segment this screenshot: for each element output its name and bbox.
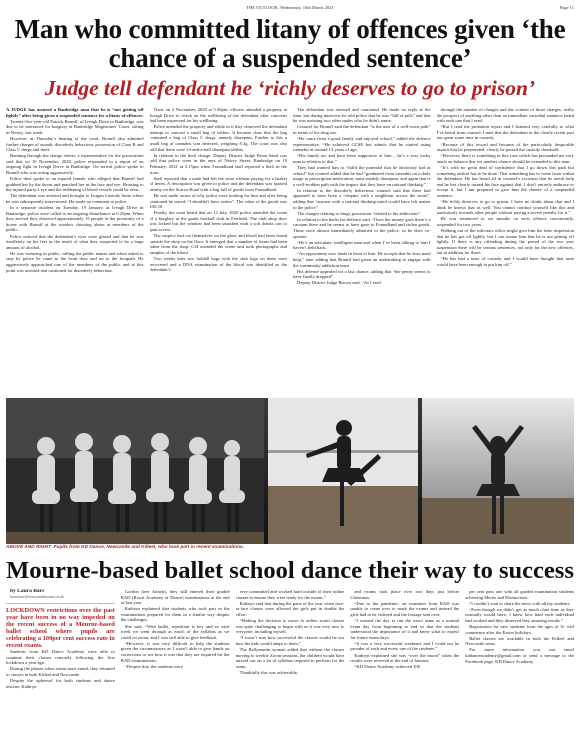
article-paragraph: In a separate incident on Tuesday, 19 January, at Iveagh Drive in Banbridge, police were called to an ongoing disturbance at 6.25pm. When they arrived they observed approximately 15 people in the proximity of a house with Bramff at the window shouting abuse at members of the public. [6, 205, 144, 233]
article-paragraph: “KD Dance Academy achieved 100 [354, 664, 420, 670]
byline: by Laura Barr [10, 589, 45, 594]
article-paragraph: Kathryn said that during the parts of the year when face-to-face classes were allowed the girls put in double the effort. [235, 600, 345, 617]
article-paragraph: Police attended the property and while in it they observed the defendant attempt to conceal a small bag of tablets. It became clear that the bag contained a bag of Class C drugs, namely diazepam. Further to this a small bag of cannabis was detected, weighing 8.3g. The court was also told that there were 14-and-a-half diazepam tablets. [149, 124, 287, 152]
article-paragraph: per cent pass rate with all graded examination students achieving Merits and Distinctions. [465, 589, 574, 600]
ballet-article-column [465, 589, 574, 729]
ballet-article-column [121, 589, 230, 729]
article-paragraph: Staff reported that a male had left the store without paying for a basket of items. A description was given to police and the defendant was spotted nearby on the Scarva Road with a bag full of goods from Fraundland. [149, 175, 287, 192]
article-paragraph: “An opportunity now lands in front of him. He accepts that he does need help,” later adding that Bramff had given an undertaking to engage with the community addiction team. [293, 251, 431, 268]
article-paragraph: “Despite this, the students were [124, 663, 183, 669]
article-paragraph: “He’s an articulate, intelligent man and when I’ve been talking to him I haven’t held back. [293, 239, 431, 251]
article-paragraph: She said, “With ballet, repetition is key and so each week we went through as much of the syllabus as we could on zoom, and I was still able to give feedback. [120, 623, 230, 640]
article-paragraph: In relation to the disorderly behaviour, counsel said that there had appeared to have been a “dispute with a neighbour across the street”, adding that “anyone with a rational thinking mind would have left matter to the police”. [293, 187, 431, 210]
article-paragraph: “I wasn’t sure how successful the classes would be nor how the kids would adapt to them.” [235, 635, 345, 646]
article-paragraph: A JUDGE has assured a Banbridge man that he is “not getting off lightly” after being given a suspended sentence for a litany of offences. [6, 107, 144, 118]
article-paragraph: “Even though we didn’t get as much class time as they normally would have, I knew how hard each individual had worked and they deserved they amazing results.” [465, 606, 574, 623]
ballet-article-column [350, 589, 459, 729]
article-paragraph: For more information you can email kddanceacademy@gmail.com or send a message to the Facebook page, KD Dance Academy. [465, 647, 574, 664]
article-paragraph: He was swearing in public, calling the public names and when asked to stop by police he came to the front door and on to the footpath. He aggressively approached one of the members of the public and at this point was arrested and cautioned for disorderly behaviour. [6, 250, 144, 273]
article-paragraph: Two weeks later two holdall bags with the club logo on them were recovered and a DNA examination of the blood was identified as the defendant’s. [149, 255, 287, 273]
article-paragraph: Police then spoke to an injured female who alleged that Bramff had grabbed her by the throat and punched her in the face and eye. Bruising to the injured party’s eye and the reddening of blood vessels could be seen. [6, 176, 144, 193]
article-paragraph: The charges relating to drugs possession “related to his addictions”. [297, 210, 422, 216]
article-paragraph: “He richly deserves to go to prison. I have no doubt about that and I think he knows that as well. You cannot conduct yourself like this and particularly towards other people without paying a severe penalty for it.” [436, 199, 574, 216]
article-column [437, 107, 575, 397]
article-paragraph: He was sentenced to six months on each offence concurrently, suspended for two years. [436, 216, 574, 227]
article-paragraph: Ballet classes are available in both the Killeel and Newcastle areas. [465, 635, 574, 647]
article-paragraph: “However, there is something in this case which has persuaded me very much on balance that yet another chance should be extended to this man. [436, 153, 574, 164]
article-paragraph: The Ballymartin woman added that without the classes moving to weekly Zoom sessions, the children would have missed out on a lot of syllabus required to perform for the exam. [235, 646, 345, 669]
article-paragraph: Kathryn explained that students who took part in the examinations prepared for them in a similar way despite the challenges. [120, 606, 230, 623]
article-paragraph: Registration for new students from the ages of 3+ will commence after the Easter holidays. [465, 624, 574, 635]
article-body [6, 107, 574, 397]
article-paragraph: During the phases when restrictions eased, they returned to classes in both Killeel and Newcastle. [6, 666, 115, 678]
article-paragraph: Thankfully this was achievable, [239, 669, 299, 675]
ballet-article-headline: Mourne-based ballet school dance their way to success [6, 557, 574, 584]
article-paragraph: Police noticed that the defendant’s eyes were glazed and that he was tiredlessly on his feet as the result of what they suspected to be a large amount of alcohol. [6, 233, 144, 250]
article-paragraph: LOCKDOWN restrictions over the past year have been in no way impeded on the recent success of a Mourne-based ballet school where pupils are celebrating a 100per cent success rate in recent exams. [6, 606, 115, 649]
ballet-article-body [6, 589, 574, 729]
dance-pupils-photo [6, 398, 574, 544]
article-paragraph: Kathryn explained she was “over the moon” when the results were received at the end of January. [350, 652, 460, 664]
article-paragraph: “I wanted the day to run the exact same as a normal exam day from beginning to end so that the students understood the importance of it and knew what to expect for future exam days. [350, 617, 460, 640]
article-paragraph: Walking out of the solicitors office might give him the false impression that he has got off lightly, but I can assure him that he is not getting off lightly. If there is any offending during the period of the two year suspension there will be serious sentences, not only for the new offences, but in addition for these. [436, 227, 574, 256]
page-header [6, 3, 574, 12]
article-paragraph: He was made aware of why police were looking for him and after being cautioned he stated: “I shouldn’t have stolen”. The value of the goods was £30.50. [149, 192, 287, 210]
article-paragraph: His defence appealed for a last chance, adding that “the penny seems to have finally dropped”. [293, 268, 431, 280]
author-email[interactable]: laura.barr@newryandmourne.co.uk [10, 595, 64, 600]
article-paragraph: “However, it was very difficult to help the students given the circumstances as I wasn’t able to give hands on corrections or see how it was that they are required for the RAD examinations. [120, 640, 230, 663]
article-paragraph: Then, on 2 November, 2020 at 5.30pm, officers attended a property at Iveagh Drive to check on the wellbeing of the defendant after concerns had been expressed for his wellbeing. [149, 107, 287, 124]
article-paragraph: through the number of charges and the content of those charges, really the prospect of anything other than an immediate custodial sentence faded with each one that I read. [436, 107, 574, 124]
article-paragraph: Running through the charge sheets, a representative for the prosecution said that on 10 November, 2020, police responded to a report of an ongoing fight in Iveagh Drive in Banbridge. On arrival police spoke to Bramff who was acting aggressively. [6, 153, 144, 176]
article-column [6, 107, 144, 397]
ballet-article-column [236, 589, 345, 729]
article-paragraph: very committed and worked hard outside of their online classes to ensure they were ready for the exams.” [235, 589, 345, 600]
article-paragraph: The suspect had cut themselves on the glass and blood had been found outside the shop on the floor. It emerged that a number of items had been taken from the shop. CSI attended the scene and took photographs and samples of the blood. [149, 233, 287, 255]
article-paragraph: In relation to the theft charge, Deputy District Judge Brian Sand was told that police were in the area of Newry Street, Banbridge on 10 February, 2021 at 3.15pm when Fraundland staff reported a theft in the store. [149, 152, 287, 175]
article-paragraph: “I couldn’t wait to share the news with all my students. [469, 600, 571, 606]
article-headline: Man who committed litany of offences given ‘the chance of a suspended sentence’ [14, 14, 566, 73]
article-subheadline: Judge tell defendant he ‘richly deserves to go to prison’ [44, 76, 536, 100]
ballet-article-column [6, 589, 115, 729]
article-paragraph: The defendant was arrested and brought to Lurgan Custody Suite where he was subsequently interviewed. He made no comment to police. [6, 193, 144, 204]
photo-illustration [6, 398, 574, 544]
article-paragraph: “It’s with no great deal of confidence that I go down this path but something radical has to be done. That something has to come from within the defendant. He has heard all in counsel’s occasion that he needs help and he has clearly turned his face against that. I don’t entirely embrace or accept it, but I am prepared to give him the chance of a suspended sentence. [436, 164, 574, 198]
article-paragraph: Despite the upheaval for both students and dance teacher, Kathryn [6, 678, 115, 689]
article-paragraph: “He came from a good family and enjoyed school,” added the defence representative. “He achieved GCSE but admits that he started using cannabis at around 13 years of age. [293, 135, 431, 153]
article-column [150, 107, 288, 397]
article-paragraph: Counsel for Bramff said the defendant “is the user of a well-worn path” in terms of his drug use. [293, 124, 431, 135]
article-paragraph: “It was a very successful weekend, and I could not be prouder of each and every one of the students.” [350, 640, 460, 652]
article-paragraph: Gordon (nee Annett), they still entered their graded RAD (Royal Academy of Dance) examinations at the end of last year. [120, 589, 230, 606]
article-paragraph: The defendant was arrested and cautioned. He made no reply at the time, but during interview he told police that he was “full of pills” and that he was assisting two other males who he didn’t name. [293, 107, 431, 124]
page-number: Page 11 [559, 5, 574, 10]
article-paragraph: “Making the decision to move to online zoom classes was quite challenging to begin with as it was very new to everyone, including myself. [235, 617, 345, 635]
article-paragraph: In relation to the thefts his defence said, “Once the money goes there’s a vacuum there and he seems to have gone to Fraundland and stolen goods. These were almost immediately admitted to the police, so he does co-operate. [293, 216, 431, 239]
article-paragraph: and exams took place over two days just before Christmas. [350, 589, 460, 600]
article-column [293, 107, 431, 397]
publication-date: THE OUTLOOK, Wednesday, 10th March 2021 [246, 5, 334, 10]
article-paragraph: Twenty-five-year-old Patrick Bramff, of Iveagh Drive in Banbridge, was due to be sentenced for burglary at Banbridge Magistrates’ Court, sitting in Newry, last week. [6, 118, 144, 135]
article-paragraph: Deputy District Judge Brown said, “As I read [297, 280, 381, 286]
article-paragraph: However, at Thursday’s hearing of the court, Bramff also admitted further charges of assault, disorderly behaviour, possession of Class B and Class C drugs and theft. [6, 135, 144, 153]
article-paragraph: Students from KD Dance Academy were able to continue their classes remotely following the first lockdown a year ago. [6, 649, 115, 666]
photo-caption: ABOVE AND RIGHT: Pupils from KD Dance, Newcastle and Killeel, who took part in recent examinations. [6, 545, 245, 550]
article-paragraph: “His family are and have been supportive of him – he’s a very lucky man in relation to that.” [293, 153, 431, 164]
divider [6, 603, 115, 604]
article-paragraph: “But I read the probation report and I listened very carefully to what I’ve heard from counsel. I note that the defendant in the clearly recent past has spent some time in custody. [436, 124, 574, 141]
article-paragraph: They had wanted him to “fulfil the potential that he obviously had at school” but counsel added that he had “graduated from cannabis on a daily usage to prescription medication, most notably diazepam, and again that is a well-trodden path with the impact that they have on rational thinking.” [293, 164, 431, 187]
article-paragraph: “Because of this record and because of the particularly despicable assault that he perpetrated, clearly he passed the custody threshold. [436, 141, 574, 153]
article-paragraph: “He has had a taste of custody and I would have thought that taste would have been enough to put him off.” [436, 256, 574, 268]
article-paragraph: “Due to the pandemic, an examiner from RAD was unable to come over to mark the exams and instead the girls had to be videoed and the footage sent over. [350, 600, 460, 617]
article-paragraph: Finally, the court heard that on 13 July, 2020 police attended the scene of a burglary at the garda football club in Fairfield. The club shop door was locked but the window had been smashed with a soft drinks can to gain access. [149, 210, 287, 232]
